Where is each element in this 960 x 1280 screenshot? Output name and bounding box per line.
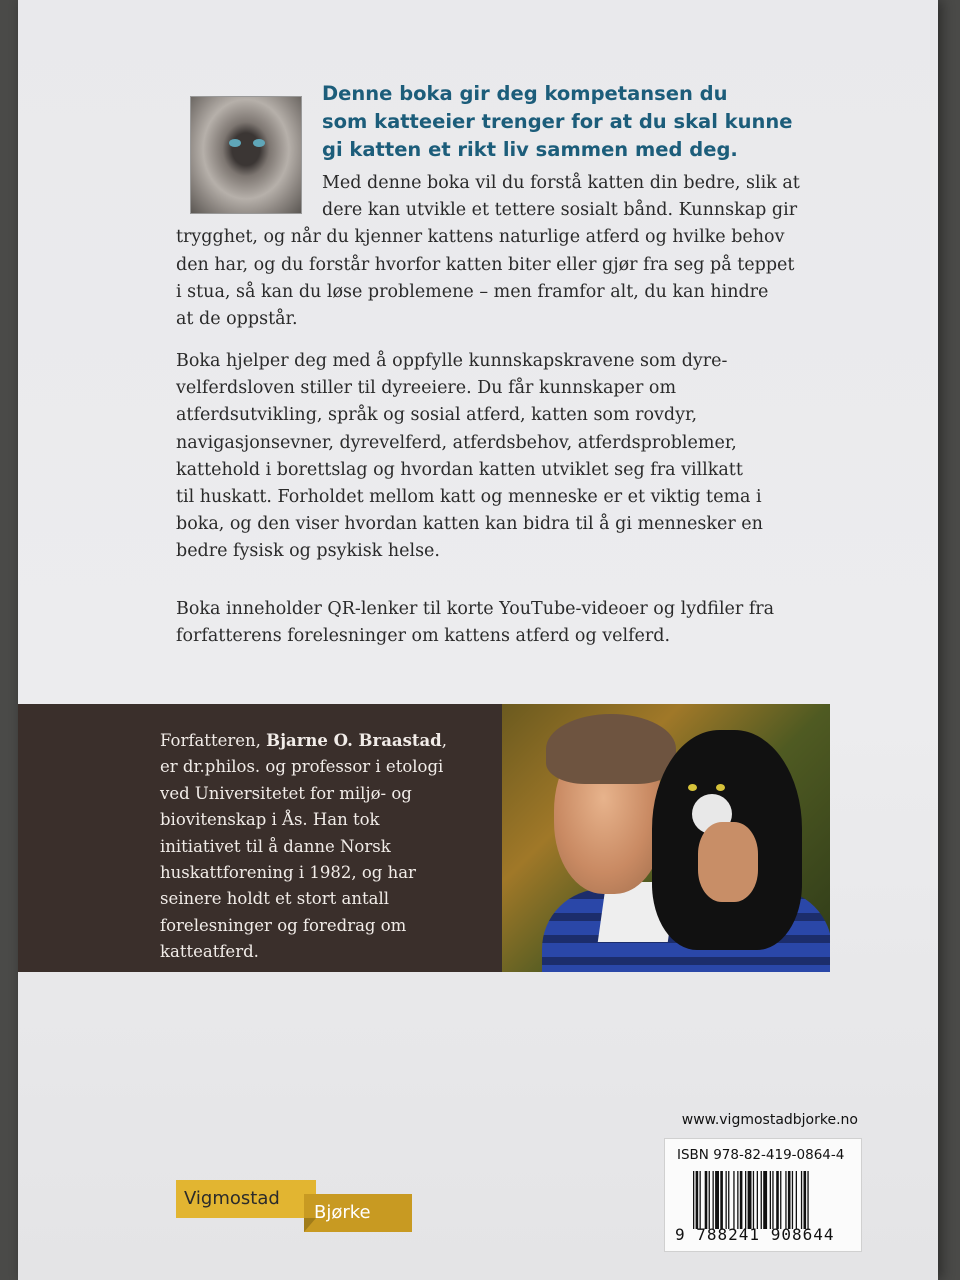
logo-part-bjorke: Bjørke xyxy=(304,1194,412,1232)
barcode-bar xyxy=(788,1171,791,1229)
barcode-bar xyxy=(785,1171,786,1229)
logo-tab-shape xyxy=(304,1218,316,1232)
isbn-label: ISBN 978-82-419-0864-4 xyxy=(677,1147,845,1163)
photo-cat-eye-left xyxy=(688,784,697,791)
barcode-bar xyxy=(761,1171,762,1229)
author-line: forelesninger og foredrag om xyxy=(160,915,407,935)
paragraph-line: den har, og du forstår hvorfor katten biter eller gjør fra seg på teppet xyxy=(176,254,795,275)
barcode-bar xyxy=(726,1171,727,1229)
barcode-bar xyxy=(770,1171,771,1229)
barcode-bar xyxy=(796,1171,797,1229)
barcode-bar xyxy=(807,1171,808,1229)
barcode-bar xyxy=(700,1171,701,1229)
paragraph-line: bedre fysisk og psykisk helse. xyxy=(176,541,440,562)
paragraph-line: Boka inneholder QR-lenker til korte YouTube-videoer og lydfiler fra xyxy=(176,599,775,619)
photo-hand xyxy=(698,822,758,902)
barcode-bar xyxy=(776,1171,779,1229)
barcode-bar xyxy=(696,1171,699,1229)
paragraph-intro xyxy=(176,170,836,333)
barcode-bar xyxy=(792,1171,793,1229)
paragraph-line: i stua, så kan du løse problemene – men framfor alt, du kan hindre xyxy=(176,281,769,302)
cat-eye-right xyxy=(253,139,265,147)
paragraph-line: atferdsutvikling, språk og sosial atferd, katten som rovdyr, xyxy=(176,405,698,426)
barcode-bar xyxy=(715,1171,719,1229)
lead-line: Denne boka gir deg kompetansen du xyxy=(322,82,728,105)
cat-eye-left xyxy=(229,139,241,147)
author-line: katteatferd. xyxy=(160,942,259,962)
author-line: ved Universitetet for miljø- og xyxy=(160,783,412,803)
barcode-bar xyxy=(709,1171,710,1229)
logo-part-vigmostad: Vigmostad xyxy=(176,1180,316,1218)
barcode-bar xyxy=(713,1171,714,1229)
barcode-bar xyxy=(728,1171,729,1229)
paragraph-line: til huskatt. Forholdet mellom katt og menneske er et viktig tema i xyxy=(176,487,762,508)
author-line: huskattforening i 1982, og har xyxy=(160,863,416,883)
barcode-bar xyxy=(757,1171,758,1229)
barcode-bar xyxy=(745,1171,746,1229)
barcode-bar xyxy=(733,1171,734,1229)
barcode-bar xyxy=(801,1171,802,1229)
paragraph-line: Med denne boka vil du forstå katten din bedre, slik at xyxy=(322,173,800,193)
publisher-url: www.vigmostadbjorke.no xyxy=(681,1112,858,1128)
author-intro: Forfatteren, xyxy=(160,731,261,750)
barcode-bar xyxy=(720,1171,723,1229)
barcode-bar xyxy=(740,1171,743,1229)
barcode-bar xyxy=(772,1171,773,1229)
barcode-graphic xyxy=(693,1171,849,1229)
paragraph-contents xyxy=(176,348,836,566)
book-back-cover xyxy=(18,0,938,1280)
barcode-bar xyxy=(753,1171,754,1229)
paragraph-line: at de oppstår. xyxy=(176,309,298,330)
paragraph-line: velferdsloven stiller til dyreeiere. Du får kunnskaper om xyxy=(176,378,677,399)
barcode-bars xyxy=(693,1171,849,1229)
paragraph-line: kattehold i borettslag og hvordan katten utviklet seg fra villkatt xyxy=(176,459,743,480)
barcode-box xyxy=(664,1138,862,1252)
author-line: seinere holdt et stort antall xyxy=(160,889,389,909)
publisher-logo xyxy=(176,1180,416,1246)
barcode-bar xyxy=(804,1171,807,1229)
author-photo xyxy=(502,704,830,972)
paragraph-line: Boka hjelper deg med å oppfylle kunnskapskravene som dyre- xyxy=(176,351,728,371)
lead-line: gi katten et rikt liv sammen med deg. xyxy=(322,138,738,161)
author-bio xyxy=(160,728,490,966)
barcode-bar xyxy=(705,1171,708,1229)
paragraph-line: boka, og den viser hvordan katten kan bidra til å gi mennesker en xyxy=(176,514,763,535)
paragraph-line: trygghet, og når du kjenner kattens naturlige atferd og hvilke behov xyxy=(176,227,785,248)
paragraph-line: dere kan utvikle et tettere sosialt bånd. Kunnskap gir xyxy=(322,200,798,221)
ean-number: 9 788241 908644 xyxy=(675,1225,835,1244)
barcode-bar xyxy=(693,1171,694,1229)
author-first-line xyxy=(160,728,490,754)
paragraph-qr xyxy=(176,596,836,650)
author-line: initiativet til å danne Norsk xyxy=(160,836,391,856)
author-line: biovitenskap i Ås. Han tok xyxy=(160,810,380,830)
author-line: er dr.philos. og professor i etologi xyxy=(160,757,444,777)
photo-cat-eye-right xyxy=(716,784,725,791)
paragraph-line: forfatterens forelesninger om kattens atferd og velferd. xyxy=(176,626,671,647)
photo-hair xyxy=(546,714,676,784)
lead-line: som katteeier trenger for at du skal kunne xyxy=(322,110,793,133)
barcode-bar xyxy=(737,1171,738,1229)
barcode-bar xyxy=(780,1171,781,1229)
author-name: Bjarne O. Braastad xyxy=(266,731,442,750)
paragraph-line: navigasjonsevner, dyrevelferd, atferdsbehov, atferdsproblemer, xyxy=(176,432,737,453)
author-comma: , xyxy=(441,731,447,750)
barcode-bar xyxy=(748,1171,752,1229)
author-band xyxy=(18,704,830,972)
barcode-bar xyxy=(763,1171,767,1229)
lead-heading xyxy=(322,80,842,164)
